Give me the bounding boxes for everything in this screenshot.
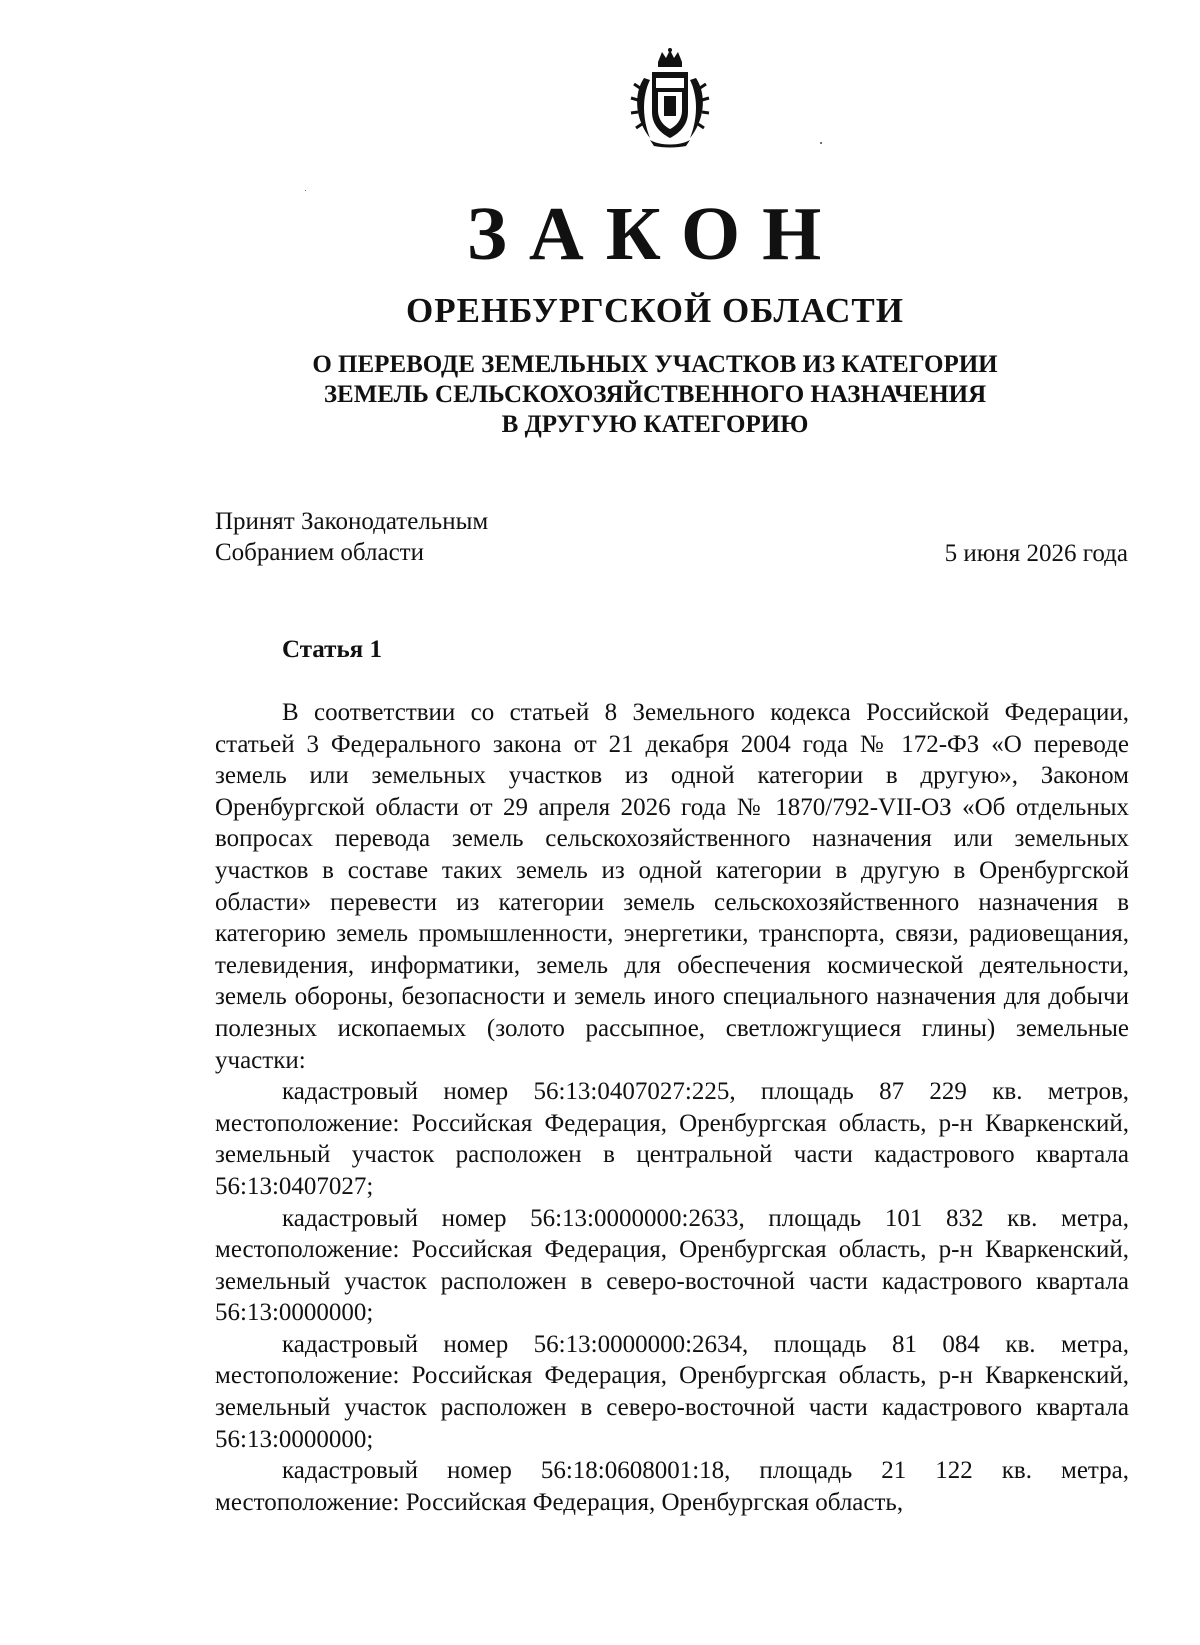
- law-name-line: В ДРУГУЮ КАТЕГОРИЮ: [501, 411, 809, 438]
- adoption-line: Собранием области: [215, 539, 424, 566]
- document-subtitle: ОРЕНБУРГСКОЙ ОБЛАСТИ: [406, 291, 904, 330]
- adoption-line: Принят Законодательным: [215, 508, 489, 535]
- adoption-note: [215, 506, 488, 568]
- adoption-date: 5 июня 2026 года: [944, 540, 1128, 567]
- scan-speck: [305, 190, 306, 191]
- land-plot-item: кадастровый номер 56:13:0000000:2633, площадь 101 832 кв. метра, местоположение: Российская Федерация, Оренбургская область, р-н Кваркенский, земельный участок расположен в северо-восточной части кадастрового квартала 56:13:0000000;: [215, 1204, 1129, 1327]
- law-name-line: ЗЕМЕЛЬ СЕЛЬСКОХОЗЯЙСТВЕННОГО НАЗНАЧЕНИЯ: [323, 381, 987, 408]
- coat-of-arms-icon: [620, 48, 720, 148]
- article-body: [215, 697, 1129, 1518]
- law-name: [0, 350, 1200, 440]
- land-plot-item: кадастровый номер 56:13:0407027:225, площадь 87 229 кв. метров, местоположение: Российская Федерация, Оренбургская область, р-н Кваркенский, земельный участок расположен в центральной части кадастрового квартала 56:13:0407027;: [215, 1078, 1129, 1200]
- scan-speck: [820, 142, 822, 144]
- law-name-line: О ПЕРЕВОДЕ ЗЕМЕЛЬНЫХ УЧАСТКОВ ИЗ КАТЕГОРИИ: [312, 351, 998, 378]
- land-plot-item: кадастровый номер 56:13:0000000:2634, площадь 81 084 кв. метра, местоположение: Российская Федерация, Оренбургская область, р-н Кваркенский, земельный участок расположен в северо-восточной части кадастрового квартала 56:13:0000000;: [215, 1330, 1129, 1453]
- land-plot-item: кадастровый номер 56:18:0608001:18, площадь 21 122 кв. метра, местоположение: Российская Федерация, Оренбургская область,: [215, 1457, 1129, 1516]
- article-heading: Статья 1: [282, 636, 382, 663]
- document-title: ЗАКОН: [466, 192, 844, 276]
- article-intro: В соответствии со статьей 8 Земельного кодекса Российской Федерации, статьей 3 Федерального закона от 21 декабря 2004 года № 172-ФЗ «О переводе земель или земельных участков из одной категории в другую», Законом Оренбургской области от 29 апреля 2026 года № 1870/792-VII-ОЗ «Об отдельных вопросах перевода земель сельскохозяйственного назначения или земельных участков в составе таких земель из одной категории в другую в Оренбургской области» перевести из категории земель сельскохозяйственного назначения в категорию земель промышленности, энергетики, транспорта, связи, радиовещания, телевидения, информатики, земель для обеспечения космической деятельности, земель обороны, безопасности и земель иного специального назначения для добычи полезных ископаемых (золото рассыпное, светложгущиеся глины) земельные участки:: [215, 699, 1129, 1074]
